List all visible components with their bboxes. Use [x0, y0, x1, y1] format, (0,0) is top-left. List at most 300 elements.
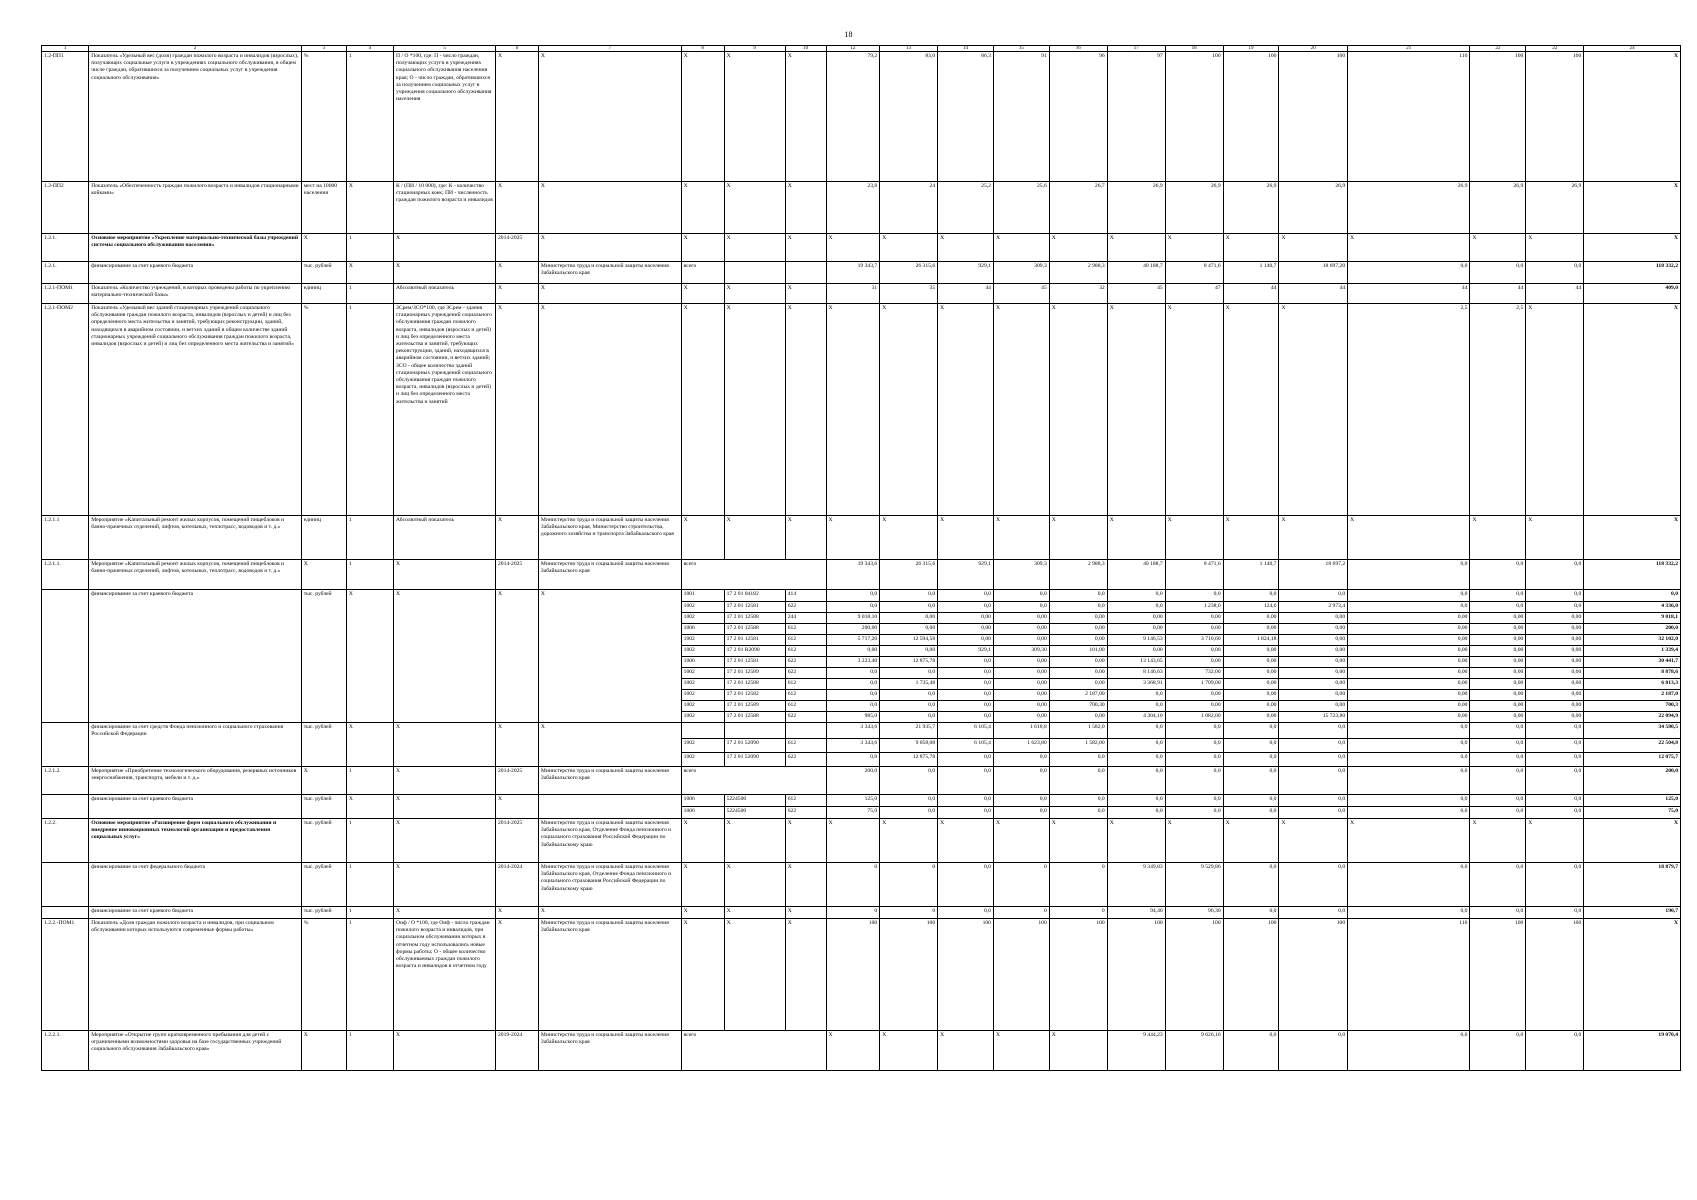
- table-cell: 0,00: [993, 657, 1049, 668]
- table-cell: тыс. рублей: [301, 262, 346, 284]
- table-cell: Х: [301, 234, 346, 262]
- row-title: Показатель «Удельный вес зданий стационарных учреждений социального обслуживания граждан пожилого возраста, инвалидов (взрослых и детей) и лиц без определенного места жительства и занятий, требующих реконструкции, зданий, находящихся в аварийном состоянии, и ветхих зданий в общем количестве зданий стационарных учреждений социального обслуживания граждан пожилого возраста, инвалидов (взрослых и детей) и лиц без определенного места жительства и занятий»: [89, 304, 302, 516]
- table-cell: 26,9: [1348, 182, 1470, 234]
- table-row: [42, 52, 1681, 182]
- table-cell: 0,0: [938, 863, 994, 907]
- table-cell: 0,0: [1348, 767, 1470, 795]
- total-cell: 0,0: [1584, 590, 1681, 602]
- table-cell: Х: [301, 767, 346, 795]
- table-cell: 0,0: [1348, 807, 1470, 819]
- table-cell: 0,00: [1049, 668, 1107, 679]
- table-cell: тыс. рублей: [301, 819, 346, 863]
- table-cell: 0,00: [1165, 657, 1223, 668]
- table-cell: Х: [724, 516, 785, 560]
- table-cell: Х: [724, 284, 785, 304]
- row-code: 1.2-ПП1: [42, 52, 89, 182]
- table-cell: Х: [1470, 819, 1526, 863]
- table-cell: Х: [1165, 234, 1223, 262]
- table-cell: 0,0: [938, 795, 994, 807]
- table-cell: тыс. рублей: [301, 907, 346, 919]
- table-cell: 612: [785, 679, 826, 690]
- table-cell: 17 2 01 12588: [724, 613, 785, 624]
- table-cell: 0,0: [1348, 907, 1470, 919]
- table-cell: 0,0: [1348, 1031, 1470, 1071]
- column-number: 2: [89, 46, 302, 52]
- table-cell: Х: [993, 304, 1049, 516]
- table-cell: Х: [681, 919, 724, 1031]
- table-cell: 0,0: [1279, 907, 1348, 919]
- table-cell: Х: [538, 182, 681, 234]
- table-cell: 100: [1526, 52, 1584, 182]
- table-cell: 3 343,6: [826, 739, 880, 753]
- table-cell: Х: [724, 182, 785, 234]
- table-cell: 9 529,86: [1165, 863, 1223, 907]
- total-cell: 34 580,5: [1584, 723, 1681, 739]
- table-cell: 0,0: [1223, 753, 1279, 767]
- table-cell: 1: [346, 1031, 393, 1071]
- table-cell: Х: [785, 516, 826, 560]
- table-cell: 35: [880, 284, 938, 304]
- table-cell: Х: [938, 234, 994, 262]
- table-cell: Х: [681, 819, 724, 863]
- column-number: 24: [1584, 46, 1681, 52]
- table-row: [42, 1031, 1681, 1071]
- table-cell: Министерство труда и социальной защиты населения Забайкальского края, Министерство строительства, дорожного хозяйства и транспорта Забайкальского края: [538, 516, 681, 560]
- table-cell: К / (ПИ / 10 000), где: К - количество стационарных коек; ПИ - численность граждан пожилого возраста и инвалидов: [394, 182, 496, 234]
- table-cell: 612: [785, 624, 826, 635]
- table-cell: Х: [681, 182, 724, 234]
- table-cell: Х: [938, 516, 994, 560]
- table-cell: 0,00: [1279, 613, 1348, 624]
- table-cell: 1006: [681, 795, 724, 807]
- table-cell: 0,0: [826, 668, 880, 679]
- table-cell: Х: [1279, 234, 1348, 262]
- table-cell: Министерство труда и социальной защиты населения Забайкальского края: [538, 262, 681, 284]
- table-cell: 0,00: [1470, 679, 1526, 690]
- table-cell: 0,00: [938, 635, 994, 646]
- table-cell: 0,0: [1279, 753, 1348, 767]
- total-cell: 1 339,4: [1584, 646, 1681, 657]
- table-cell: 200,0: [826, 767, 880, 795]
- table-cell: 118 332,2: [1584, 560, 1681, 590]
- table-cell: Х: [538, 304, 681, 516]
- table-cell: 929,1: [938, 262, 994, 284]
- table-cell: 0,0: [1526, 807, 1584, 819]
- table-cell: 929,1: [938, 560, 994, 590]
- table-cell: 0: [826, 863, 880, 907]
- table-cell: 23,8: [826, 182, 880, 234]
- row-title: Основное мероприятие «Укрепление материально-технической базы учреждений системы социального обслуживания населения»: [89, 234, 302, 262]
- table-cell: Х: [880, 516, 938, 560]
- table-cell: Х: [724, 52, 785, 182]
- row-title: Показатель «Обеспеченность граждан пожилого возраста и инвалидов стационарными койками»: [89, 182, 302, 234]
- table-cell: 0,0: [1526, 863, 1584, 907]
- table-cell: Х: [538, 234, 681, 262]
- table-cell: 0: [880, 907, 938, 919]
- table-cell: 0,0: [1470, 795, 1526, 807]
- table-cell: Х: [1584, 304, 1681, 516]
- table-cell: 0,0: [1279, 739, 1348, 753]
- table-cell: 0,00: [1107, 613, 1165, 624]
- table-cell: 0,0: [1165, 739, 1223, 753]
- table-cell: Х: [495, 262, 538, 284]
- table-cell: 2014-2024: [495, 863, 538, 907]
- table-cell: 110: [1348, 52, 1470, 182]
- table-row: [42, 590, 1681, 602]
- table-cell: 1 735,48: [880, 679, 938, 690]
- table-cell: 0,0: [1470, 262, 1526, 284]
- row-title: Мероприятие «Приобретение технологического оборудования, резервных источников энергоснабжения, транспорта, мебели и т. д.»: [89, 767, 302, 795]
- column-number: 7: [538, 46, 681, 52]
- row-title: Показатель «Доля граждан пожилого возраста и инвалидов, при социальном обслуживании которых используются современные формы работы»: [89, 919, 302, 1031]
- table-cell: Х: [880, 234, 938, 262]
- table-cell: Х: [1107, 234, 1165, 262]
- table-cell: Х: [495, 284, 538, 304]
- table-cell: тыс. рублей: [301, 590, 346, 723]
- table-cell: 0,0: [826, 753, 880, 767]
- row-code: [42, 723, 89, 767]
- table-cell: 25,2: [938, 182, 994, 234]
- row-code: 1.2.2.: [42, 819, 89, 863]
- table-cell: 0,00: [1526, 657, 1584, 668]
- table-cell: 1: [346, 304, 393, 516]
- table-cell: Х: [1279, 516, 1348, 560]
- total-cell: 700,3: [1584, 701, 1681, 712]
- table-cell: 45: [993, 284, 1049, 304]
- table-cell: Х: [538, 723, 681, 767]
- table-cell: Х: [394, 907, 496, 919]
- row-code: 1.2.1.1.: [42, 560, 89, 590]
- column-number: 22: [1526, 46, 1584, 52]
- table-cell: 9 626,16: [1165, 1031, 1223, 1071]
- table-cell: 1: [346, 919, 393, 1031]
- table-cell: 5224500: [724, 807, 785, 819]
- table-cell: 47: [1165, 284, 1223, 304]
- table-cell: 0,00: [1348, 624, 1470, 635]
- table-cell: Х: [495, 907, 538, 919]
- table-cell: 0,00: [1223, 701, 1279, 712]
- table-cell: 0: [1049, 863, 1107, 907]
- table-cell: 0,0: [880, 701, 938, 712]
- table-cell: 612: [785, 739, 826, 753]
- column-number: 21: [1348, 46, 1470, 52]
- table-cell: 1 082,00: [1165, 712, 1223, 723]
- table-cell: Министерство труда и социальной защиты населения Забайкальского края: [538, 919, 681, 1031]
- table-cell: 0,00: [1223, 624, 1279, 635]
- table-cell: Х: [495, 723, 538, 767]
- table-cell: Х: [495, 182, 538, 234]
- table-cell: 6 105,4: [938, 723, 994, 739]
- table-cell: Х: [785, 907, 826, 919]
- table-cell: 1: [346, 516, 393, 560]
- table-cell: 12 875,78: [880, 657, 938, 668]
- table-cell: 100: [1223, 919, 1279, 1031]
- table-cell: 309,3: [993, 262, 1049, 284]
- table-cell: Х: [1526, 516, 1584, 560]
- table-cell: Х: [394, 560, 496, 590]
- table-cell: 79,2: [826, 52, 880, 182]
- column-number: 14: [938, 46, 994, 52]
- table-cell: 1006: [681, 657, 724, 668]
- table-cell: 0,0: [1470, 767, 1526, 795]
- table-cell: 0,00: [1279, 624, 1348, 635]
- table-cell: 40 188,7: [1107, 262, 1165, 284]
- table-cell: 19 343,6: [826, 560, 880, 590]
- column-number: 6: [495, 46, 538, 52]
- table-cell: 0,0: [1526, 602, 1584, 613]
- table-cell: тыс. рублей: [301, 723, 346, 767]
- table-cell: 0,00: [1049, 635, 1107, 646]
- table-cell: 0,0: [1223, 739, 1279, 753]
- table-cell: 3 368,91: [1107, 679, 1165, 690]
- table-cell: Х: [1107, 304, 1165, 516]
- table-cell: 0,0: [1348, 739, 1470, 753]
- table-cell: %: [301, 919, 346, 1031]
- table-cell: 2014-2025: [495, 767, 538, 795]
- table-cell: 1 582,00: [1049, 739, 1107, 753]
- table-cell: единиц: [301, 516, 346, 560]
- table-cell: 0,0: [1279, 1031, 1348, 1071]
- table-cell: Министерство труда и социальной защиты населения Забайкальского края, Отделение Фонда пенсионного и социального страхования Российской Федерации по Забайкальскому краю: [538, 819, 681, 863]
- table-cell: Х: [724, 304, 785, 516]
- total-cell: 8 878,6: [1584, 668, 1681, 679]
- table-cell: 309,30: [993, 646, 1049, 657]
- table-cell: 0,00: [1049, 712, 1107, 723]
- table-cell: Х: [1279, 304, 1348, 516]
- page-number: 18: [844, 30, 853, 39]
- total-cell: 12 075,7: [1584, 753, 1681, 767]
- table-cell: Х: [394, 723, 496, 767]
- table-cell: Х: [346, 795, 393, 819]
- table-cell: 0,0: [1348, 602, 1470, 613]
- table-cell: 0,0: [1223, 767, 1279, 795]
- table-cell: 0,0: [1470, 739, 1526, 753]
- table-cell: Х: [681, 304, 724, 516]
- table-cell: Х: [826, 1031, 880, 1071]
- row-title: Мероприятие «Капитальный ремонт жилых корпусов, помещений пищеблоков и банно-прачечных отделений, лифтов, котельных, теплотрасс, водоводов и т. д.»: [89, 516, 302, 560]
- row-title: Мероприятие «Открытие групп кратковременного пребывания для детей с ограниченными возможностями здоровья на базе государственных учреждений социального обслуживания Забайкальского края»: [89, 1031, 302, 1071]
- table-cell: 0,0: [1526, 723, 1584, 739]
- table-cell: Х: [880, 1031, 938, 1071]
- table-cell: тыс. рублей: [301, 795, 346, 819]
- table-cell: Х: [724, 234, 785, 262]
- table-cell: 21 935,7: [880, 723, 938, 739]
- total-cell: 75,0: [1584, 807, 1681, 819]
- table-cell: [681, 723, 724, 739]
- table-cell: Х: [1049, 819, 1107, 863]
- table-cell: Х: [394, 234, 496, 262]
- table-cell: [538, 795, 681, 819]
- table-cell: 9 146,53: [1107, 635, 1165, 646]
- table-cell: 100: [1470, 919, 1526, 1031]
- table-cell: 0,0: [1165, 807, 1223, 819]
- table-cell: 0,0: [1049, 753, 1107, 767]
- table-cell: 26 315,6: [880, 262, 938, 284]
- column-number: 9: [724, 46, 785, 52]
- column-number: 20: [1279, 46, 1348, 52]
- table-cell: 44: [1348, 284, 1470, 304]
- row-code: 1.2.1.1: [42, 516, 89, 560]
- table-cell: 0,0: [938, 767, 994, 795]
- table-cell: 2,5: [1348, 304, 1470, 516]
- table-cell: Х: [1526, 234, 1584, 262]
- table-cell: 622: [785, 807, 826, 819]
- table-cell: 1002: [681, 712, 724, 723]
- table-cell: 31: [826, 284, 880, 304]
- table-row: [42, 907, 1681, 919]
- table-cell: 0,00: [993, 613, 1049, 624]
- table-cell: 1: [346, 560, 393, 590]
- row-code: [42, 795, 89, 819]
- table-row: [42, 819, 1681, 863]
- table-cell: 17 2 01 04182: [724, 590, 785, 602]
- table-cell: Х: [1049, 516, 1107, 560]
- table-cell: 26,9: [1279, 182, 1348, 234]
- table-cell: 0,0: [993, 807, 1049, 819]
- table-cell: 612: [785, 701, 826, 712]
- table-cell: 0,0: [880, 795, 938, 807]
- table-cell: Х: [1584, 182, 1681, 234]
- table-cell: Х: [938, 819, 994, 863]
- table-cell: всего: [681, 1031, 826, 1071]
- table-cell: 0,00: [993, 635, 1049, 646]
- table-cell: 0,0: [993, 795, 1049, 807]
- table-cell: 0,0: [1107, 739, 1165, 753]
- table-cell: 2 973,4: [1279, 602, 1348, 613]
- table-cell: 100: [1107, 919, 1165, 1031]
- table-cell: Х: [785, 863, 826, 907]
- table-cell: 0,00: [1526, 668, 1584, 679]
- table-cell: Х: [538, 907, 681, 919]
- row-title: Показатель «Удельный вес (доля) граждан пожилого возраста и инвалидов (взрослых), получающих социальные услуги в учреждениях социального обслуживания, в общем числе граждан, обратившихся за получением социальных услуг в учреждения социального обслуживания»: [89, 52, 302, 182]
- table-cell: 0,00: [1470, 701, 1526, 712]
- table-cell: Х: [880, 819, 938, 863]
- table-cell: 100: [993, 919, 1049, 1031]
- table-cell: 0,0: [1049, 767, 1107, 795]
- table-cell: 0,00: [1470, 690, 1526, 701]
- total-cell: 4 336,0: [1584, 602, 1681, 613]
- table-cell: 0,0: [1348, 795, 1470, 807]
- table-cell: 0,0: [826, 690, 880, 701]
- row-code: 1.2.2.1.: [42, 1031, 89, 1071]
- table-cell: 26,7: [1049, 182, 1107, 234]
- table-cell: 1: [346, 819, 393, 863]
- table-cell: 0,0: [938, 657, 994, 668]
- table-cell: 15 723,80: [1279, 712, 1348, 723]
- table-cell: 0,0: [1279, 863, 1348, 907]
- table-cell: 18 697,20: [1279, 262, 1348, 284]
- table-cell: 0,00: [1470, 646, 1526, 657]
- table-cell: 0,0: [1107, 590, 1165, 602]
- table-cell: 9 349,83: [1107, 863, 1165, 907]
- table-cell: Х: [938, 304, 994, 516]
- table-cell: Х: [724, 819, 785, 863]
- table-cell: 0,0: [826, 590, 880, 602]
- table-cell: 0,00: [1348, 701, 1470, 712]
- table-cell: Х: [993, 819, 1049, 863]
- table-cell: 0,0: [993, 602, 1049, 613]
- table-cell: 17 2 01 12581: [724, 657, 785, 668]
- table-cell: 96: [1049, 52, 1107, 182]
- table-cell: 0,0: [826, 602, 880, 613]
- table-cell: 100: [1526, 919, 1584, 1031]
- table-cell: Х: [1470, 516, 1526, 560]
- row-title: финансирование за счет средств Фонда пенсионного и социального страхования Российской Федерации: [89, 723, 302, 767]
- table-row: [42, 304, 1681, 516]
- table-cell: 100: [1165, 52, 1223, 182]
- table-cell: 1: [346, 234, 393, 262]
- row-title: финансирование за счет краевого бюджета: [89, 907, 302, 919]
- table-cell: 0,0: [938, 679, 994, 690]
- row-title: финансирование за счет краевого бюджета: [89, 590, 302, 723]
- table-row: [42, 284, 1681, 304]
- table-cell: 2 988,3: [1049, 560, 1107, 590]
- table-cell: 8 471,6: [1165, 560, 1223, 590]
- table-cell: 17 2 01 52090: [724, 739, 785, 753]
- table-cell: 0,00: [1348, 646, 1470, 657]
- table-cell: 612: [785, 635, 826, 646]
- table-cell: 2014-2025: [495, 560, 538, 590]
- table-cell: 12 594,58: [880, 635, 938, 646]
- table-cell: 75,0: [826, 807, 880, 819]
- table-cell: Х: [1107, 819, 1165, 863]
- row-code: 1.2.2.-ПОМ1: [42, 919, 89, 1031]
- table-cell: 0,0: [1526, 262, 1584, 284]
- table-cell: всего: [681, 560, 826, 590]
- program-table: [41, 45, 1681, 1071]
- total-cell: 22 094,9: [1584, 712, 1681, 723]
- table-cell: 0,0: [1165, 723, 1223, 739]
- table-cell: Х: [346, 723, 393, 767]
- row-title: Основное мероприятие «Расширение форм социального обслуживания и внедрение инновационных технологий организации и предоставления социальных услуг»: [89, 819, 302, 863]
- table-cell: 3 343,6: [826, 723, 880, 739]
- table-cell: 18 697,2: [1279, 560, 1348, 590]
- row-code: [42, 907, 89, 919]
- table-cell: мест на 10000 населения: [301, 182, 346, 234]
- column-number: 12: [826, 46, 880, 52]
- table-row: [42, 767, 1681, 795]
- table-cell: Х: [394, 863, 496, 907]
- table-cell: 0,00: [1526, 635, 1584, 646]
- table-cell: 0,00: [993, 690, 1049, 701]
- table-cell: 0,00: [1107, 646, 1165, 657]
- table-cell: 0,0: [993, 590, 1049, 602]
- table-cell: 0,0: [938, 590, 994, 602]
- table-row: [42, 723, 1681, 739]
- table-cell: 17 2 01 12589: [724, 668, 785, 679]
- table-cell: 32: [1049, 284, 1107, 304]
- table-cell: 0,0: [1107, 767, 1165, 795]
- table-cell: Х: [724, 863, 785, 907]
- table-row: [42, 795, 1681, 807]
- table-cell: 0,0: [1049, 590, 1107, 602]
- table-cell: 0,00: [1049, 624, 1107, 635]
- table-cell: 12 875,78: [880, 753, 938, 767]
- table-cell: 100: [1223, 52, 1279, 182]
- table-cell: Х: [394, 262, 496, 284]
- table-cell: Х: [993, 1031, 1049, 1071]
- table-cell: Х: [993, 516, 1049, 560]
- table-cell: Х: [826, 516, 880, 560]
- table-cell: 101,00: [1049, 646, 1107, 657]
- table-cell: %: [301, 304, 346, 516]
- table-cell: 17 2 01 12588: [724, 679, 785, 690]
- row-code: [42, 863, 89, 907]
- table-cell: 100: [1165, 919, 1223, 1031]
- table-cell: 0,0: [1526, 907, 1584, 919]
- table-cell: всего: [681, 262, 724, 284]
- table-cell: 0,00: [1526, 613, 1584, 624]
